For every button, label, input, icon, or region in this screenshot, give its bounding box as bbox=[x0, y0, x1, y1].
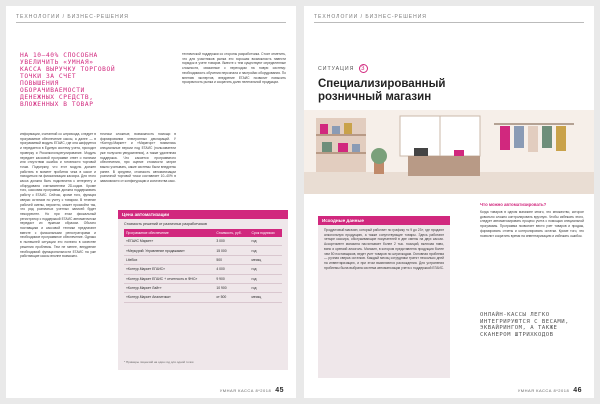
page-footer bbox=[518, 387, 582, 394]
table-cell: год bbox=[250, 283, 283, 292]
body-column-1: информации, считанной со штрихкода, следует в программное обеспечение кассы, а далее — в программный модуль ЕГАИС, где она шифруется и передается в Единую систему учета, проходит проверку и Росалкогольрегулирование. Модуль передает кассовой программе ответ о наличии или отсутствии ошибок и готовности торговой точки. Подчеркну, что этот модуль должен работать в момент пробития чека в кассе и находиться на фискализации кассира. Для этого касса должна быть подключена к интернету и оборудована считывателем 2D-кодов. Кроме того, кассовая программа должна поддерживать работу с ЕГАИС. Сейчас, кроме того, функция сверки остатков по учету с товаром. В течение рабочей смены, вероятно, может произойти так, что ряд розничных учетных записей будет некорректен. Но при этом фискальный регистратор с поддержкой ЕГАИС автоматически передаст их нужным образом. Обычно поставщики и кассовой техники предлагают вместе с фискальными регистраторами и необходимое программное обеспечение. Однако в нынешней ситуации это полезно в качестве решения проблемы. Тем не менее, внедрение необходимой функциональности ЕГАИС на уже работающие кассы вполне возможно. bbox=[20, 132, 96, 259]
lead-quote: НА 10–40% СПОСОБНА УВЕЛИЧИТЬ «УМНАЯ» КАССА ВЫРУЧКУ ТОРГОВОЙ ТОЧКИ ЗА СЧЕТ ПОВЫШЕНИЯ ОБОРАЧИВАЕМОСТИ ДЕНЕЖНЫХ СРЕДСТВ, ВЛОЖЕННЫХ В ТОВАР bbox=[20, 52, 116, 108]
table-header: Стоимость, руб. bbox=[214, 229, 249, 237]
table-cell: 3 000 bbox=[214, 237, 249, 246]
table-row bbox=[124, 237, 282, 246]
footer-label: УМНАЯ КАССА 8*2018 bbox=[517, 388, 570, 393]
page-number: 45 bbox=[275, 387, 284, 394]
table-cell: «Контур.Маркет ЕГАИС» bbox=[124, 265, 214, 274]
price-sidebar-title: Цена автоматизации bbox=[118, 210, 288, 219]
table-cell: 9 900 bbox=[214, 274, 249, 283]
table-cell: 4 000 bbox=[214, 265, 249, 274]
section-header: ТЕХНОЛОГИИ / БИЗНЕС-РЕШЕНИЯ bbox=[314, 14, 584, 23]
table-cell: «Контур.Маркет ЕГАИС + отчетность в ФНС» bbox=[124, 274, 214, 283]
price-table bbox=[124, 229, 282, 303]
table-cell: от 500 bbox=[214, 293, 249, 302]
initial-data-title: Исходные данные bbox=[318, 216, 450, 225]
table-cell: месяц bbox=[250, 255, 283, 264]
pull-quote: ОНЛАЙН-КАССЫ ЛЕГКО ИНТЕГРИРУЮТСЯ С ВЕСАМИ, ЭКВАЙРИНГОМ, А ТАКЖЕ СКАНЕРОМ ШТРИХКОДОВ bbox=[480, 312, 569, 338]
situation-label-text: СИТУАЦИЯ bbox=[318, 66, 355, 72]
table-cell: год bbox=[250, 274, 283, 283]
table-cell: месяц bbox=[250, 293, 283, 302]
answer-text: Когда товаров в одном магазине много, это множество, которое довольно сложно контролировать вручную. Чтобы избежать этого, следует автоматизировать процесс учета с помощью специальной программы. Программа позволяет вести учет товаров и продаж, формировать отчеты и контролировать остатки. Кроме того, это позволит сократить время на инвентаризацию и избежать ошибок. bbox=[480, 210, 584, 238]
table-row bbox=[124, 274, 282, 283]
page-footer bbox=[220, 387, 284, 394]
left-page bbox=[6, 6, 296, 398]
table-cell: 500 bbox=[214, 255, 249, 264]
clothing-rack bbox=[494, 124, 574, 152]
center-window bbox=[400, 116, 480, 156]
table-cell: год bbox=[250, 237, 283, 246]
table-footnote: * Примеры лицензий на один год для одной точки bbox=[124, 360, 194, 364]
table-row bbox=[124, 255, 282, 264]
table-row bbox=[124, 265, 282, 274]
table-cell: 10 900 bbox=[214, 283, 249, 292]
body-column-2: тически сложные, возможность помощи в формировании электронных деклараций. У «Контур.Маркет» и «Мираторг» появились специальные версии под ЕГАИС (пользователи уже получили уведомления), а также удаленная поддержка. Что касается программного обеспечения, при оценке стоимости затрат важно учитывать, какие системы были внедрены ранее. В среднем, стоимость автоматизации розничной торговой точки составляет 10–40% в зависимости от конфигурации и количества касс. bbox=[100, 132, 176, 184]
section-header: ТЕХНОЛОГИИ / БИЗНЕС-РЕШЕНИЯ bbox=[16, 14, 286, 23]
table-cell: год bbox=[250, 246, 283, 255]
situation-number: 3 bbox=[359, 64, 368, 73]
table-cell: год bbox=[250, 265, 283, 274]
store-illustration bbox=[304, 110, 594, 194]
right-page bbox=[304, 6, 594, 398]
body-column-3: технической поддержки со стороны разработчика. Стоит отметить, что для участников рынка это хорошая возможность навести порядок в учете товаров. Вместе с тем существуют определенные сложности, связанные с переходом на новую систему: необходимость обучения персонала и настройки оборудования. По мнению экспертов, внедрение ЕГАИС позволит повысить прозрачность рынка и сократить долю нелегальной продукции. bbox=[182, 52, 286, 85]
question-heading: Что можно автоматизировать? bbox=[480, 202, 547, 207]
table-cell: 15 000 bbox=[214, 246, 249, 255]
situation-label bbox=[318, 64, 368, 73]
table-header: Программное обеспечение bbox=[124, 229, 214, 237]
page-number: 46 bbox=[573, 387, 582, 394]
price-sidebar-subtitle: Стоимость решений от различных разработчиков bbox=[124, 222, 207, 226]
table-cell: «Меркурий: Управление продажами» bbox=[124, 246, 214, 255]
table-row bbox=[124, 246, 282, 255]
table-row bbox=[124, 293, 282, 302]
initial-data-text: Продуктовый магазин, который работает по графику «с 9 до 23», где продают алкогольную продукцию, а также сопутствующие товары. Здесь работают четыре кассира, обслуживающие покупателей в две смены на двух кассах. Ассортимент магазина насчитывает более 2 тыс. позиций, включая пиво, вино и крепкий алкоголь. Магазин, в котором представлена продукция более чем 50 поставщиков, ведет учет товаров по штрихкодам. Основная проблема — ручная сверка остатков. Каждый месяц сотрудники тратят несколько дней на инвентаризацию, и при этом выявляются расхождения. Для устранения проблемы была выбрана система автоматизации учета с поддержкой ЕГАИС. bbox=[324, 228, 444, 270]
article-title: Специализированный розничный магазин bbox=[318, 78, 446, 103]
table-row bbox=[124, 283, 282, 292]
table-header-row bbox=[124, 229, 282, 237]
footer-label: УМНАЯ КАССА 8*2018 bbox=[219, 388, 272, 393]
table-cell: «Контур.Маркет Лайт» bbox=[124, 283, 214, 292]
table-cell: LiteBox bbox=[124, 255, 214, 264]
table-header: Срок подписки bbox=[250, 229, 283, 237]
left-shelf bbox=[316, 118, 366, 172]
table-cell: «Контур.Маркет Аналитика» bbox=[124, 293, 214, 302]
price-sidebar bbox=[118, 210, 288, 370]
initial-data-sidebar bbox=[318, 216, 450, 378]
table-cell: «ЕГАИС Маркет» bbox=[124, 237, 214, 246]
